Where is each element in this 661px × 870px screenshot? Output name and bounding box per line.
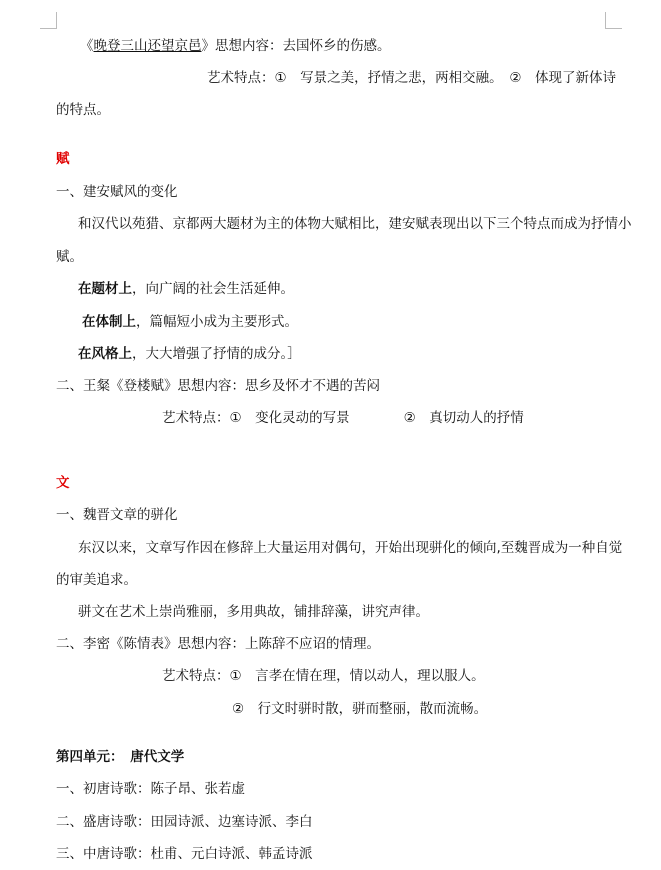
subheading: 一、魏晋文章的骈化 (56, 507, 178, 523)
paragraph: 艺术特点：① 言孝在情在理，情以动人，理以服人。 (162, 668, 485, 684)
list-item: 二、盛唐诗歌：田园诗派、边塞诗派、李白 (56, 814, 313, 830)
paragraph (78, 280, 294, 298)
paragraph: 骈文在艺术上崇尚雅丽，多用典故，铺排辞藻，讲究声律。 (78, 604, 429, 620)
subheading: 二、李密《陈情表》思想内容：上陈辞不应诏的情理。 (56, 636, 380, 652)
bold-text: 在体制上 (82, 314, 136, 330)
text: ，向广阔的社会生活延伸。 (132, 281, 294, 297)
text: ，篇幅短小成为主要形式。 (136, 314, 298, 330)
subheading: 一、建安赋风的变化 (56, 184, 178, 200)
paragraph: 东汉以来，文章写作因在修辞上大量运用对偶句，开始出现骈化的倾向,至魏晋成为一种自觉 (78, 540, 623, 556)
paragraph: ② 行文时骈时散，骈而整丽，散而流畅。 (232, 701, 488, 717)
list-item: 三、中唐诗歌：杜甫、元白诗派、韩孟诗派 (56, 846, 313, 862)
paragraph: 的特点。 (56, 102, 110, 118)
paragraph: 艺术特点：① 写景之美，抒情之悲，两相交融。 ② 体现了新体诗 (207, 70, 616, 86)
text: 《 (80, 38, 94, 54)
section-heading-wen: 文 (56, 475, 70, 491)
paragraph: 的审美追求。 (56, 572, 137, 588)
bold-text: 在题材上 (78, 281, 132, 297)
paragraph: 和汉代以苑猎、京都两大题材为主的体物大赋相比，建安赋表现出以下三个特点而成为抒情小 (78, 216, 632, 232)
margin-corner-mark-right (605, 12, 622, 29)
margin-corner-mark-left (40, 12, 57, 29)
list-item: 一、初唐诗歌：陈子昂、张若虚 (56, 781, 245, 797)
section-heading-fu: 赋 (56, 151, 70, 167)
paragraph (78, 345, 301, 363)
unit-heading: 第四单元： 唐代文学 (56, 749, 185, 765)
paragraph (82, 313, 298, 331)
paragraph: 艺术特点：① 变化灵动的写景 ② 真切动人的抒情 (162, 410, 524, 426)
text: 》思想内容：去国怀乡的伤感。 (201, 38, 391, 54)
text: ，大大增强了抒情的成分。］ (132, 346, 301, 362)
bold-text: 在风格上 (78, 346, 132, 362)
subheading: 二、王粲《登楼赋》思想内容：思乡及怀才不遇的苦闷 (56, 378, 380, 394)
paragraph: 赋。 (56, 249, 83, 265)
paragraph (80, 37, 391, 55)
work-title: 晚登三山还望京邑 (93, 38, 202, 54)
